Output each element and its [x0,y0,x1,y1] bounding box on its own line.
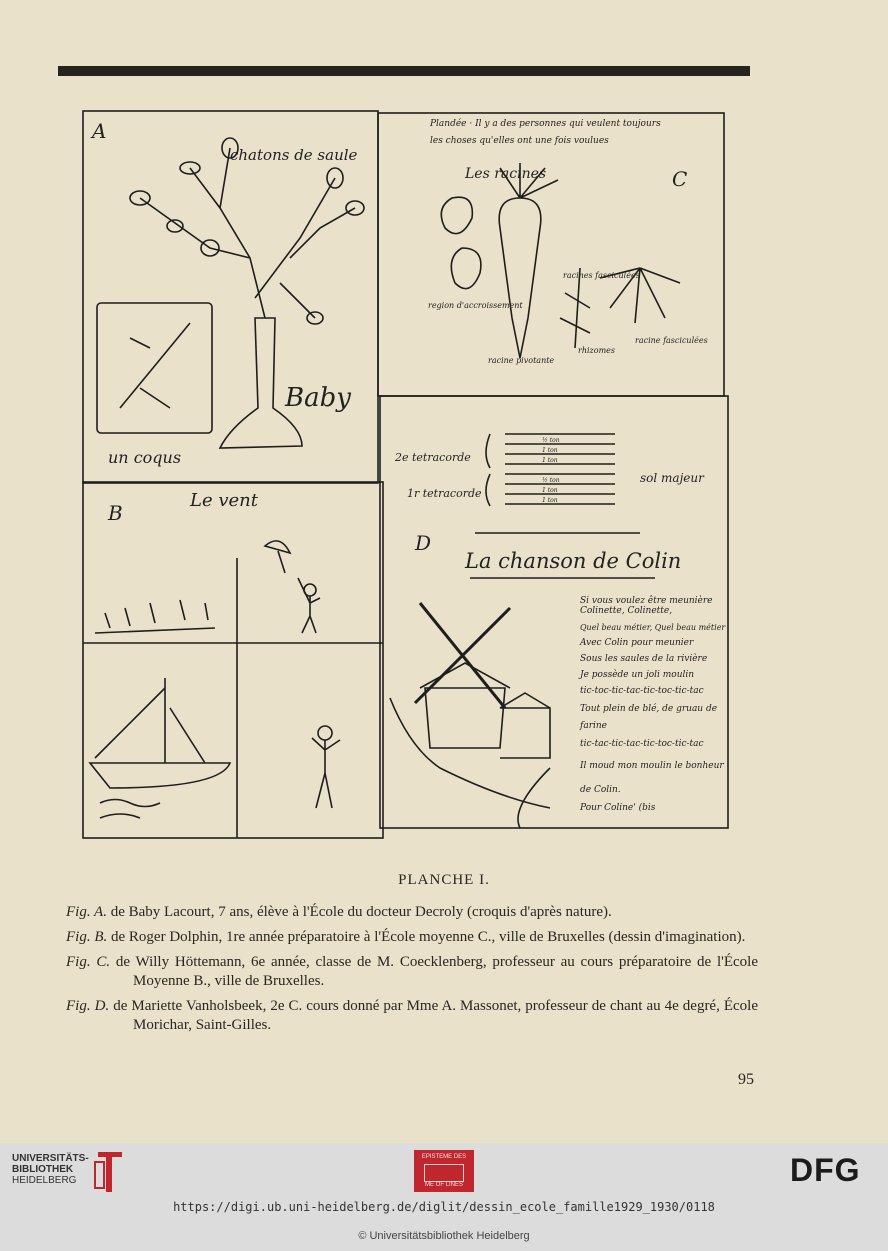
copyright-notice: © Universitätsbibliothek Heidelberg [358,1230,530,1242]
scale-label: sol majeur [640,471,704,485]
root-label-4: rhizomes [578,346,615,355]
plate-caption: PLANCHE I. [398,872,490,888]
step-labels [542,437,560,504]
step-label-3: 1 ton [542,457,558,464]
baby-label: Baby [285,383,351,413]
catkins-label: chatons de saule [230,146,358,164]
panel-c-letter: C [672,167,688,191]
figure-label: Fig. C. [66,954,111,970]
panel-a-frame [83,111,378,483]
song-line-4: Avec Colin pour meunier [580,638,694,648]
library-logo-text[interactable] [12,1153,89,1186]
tetrachord-1: 1r tetracorde [407,487,482,500]
figure-legends [66,903,758,1041]
library-line-1: UNIVERSITÄTS- [12,1153,89,1164]
hat-figure-head [318,726,332,740]
root-label-1: racines fasciculées [563,271,640,280]
plate-drawing [80,108,732,840]
song-line-2: Colinette, Colinette, [580,606,673,616]
panel-c-header-2: les choses qu'elles ont une fois voulues [430,136,609,146]
willow-branches [140,148,355,318]
song-line-7: tic-toc-tic-tac-tic-toc-tic-tac [580,686,704,696]
panel-c-frame [378,113,724,396]
water-waves [100,800,160,819]
panel-b-frame [83,482,383,838]
top-rule [58,66,750,76]
figure-body [298,578,320,633]
song-line-1: Si vous voulez être meunière [580,596,713,606]
cottage [500,693,550,758]
song-line-5: Sous les saules de la rivière [580,654,708,664]
carrot-root [499,198,541,358]
windmill-body [425,688,505,748]
panel-c-header-1: Plandée · Il y a des personnes qui veulent toujours [430,119,661,129]
figure-legend-c [66,953,758,991]
figure-legend-d [66,997,758,1035]
page-number: 95 [738,1071,754,1088]
cup-drawing [97,303,212,433]
figure-label: Fig. D. [66,998,110,1014]
song-line-12: de Colin. [580,785,621,795]
windmill-sails [415,603,510,708]
library-line-3: HEIDELBERG [12,1175,77,1186]
panel-c-title: Les racines [465,166,547,182]
figure-text: de Mariette Vanholsbeek, 2e C. cours donné par Mme A. Massonet, professeur de chant au 4e degré, École Morichar, Saint-Gilles. [109,998,759,1033]
umbrella-drawing [265,541,290,573]
figure-legend-a [66,903,758,922]
panel-b-title: Le vent [190,490,258,511]
library-line-2: BIBLIOTHEK [12,1164,74,1175]
song-line-11: Il moud mon moulin le bonheur [580,761,724,771]
dfg-logo[interactable]: DFG [790,1152,861,1188]
figure-legend-b [66,928,758,947]
river-path [390,698,550,828]
figure-label: Fig. A. [66,904,107,920]
panel-b-letter: B [108,501,123,525]
tetrachord-2: 2e tetracorde [395,451,471,464]
catkins [130,138,364,324]
song-line-10: tic-tac-tic-tac-tic-toc-tic-tac [580,739,704,749]
step-label-5: 1 ton [542,487,558,494]
figure-text: de Baby Lacourt, 7 ans, élève à l'École du docteur Decroly (croquis d'après nature). [106,904,612,920]
center-logo-title: EPISTEME DES [421,1154,467,1160]
grass-flowers [95,600,215,633]
song-line-6: Je possède un joli moulin [580,670,695,680]
center-logo-emblem-icon [424,1164,464,1182]
illustration-plate [80,108,732,840]
library-logo-icon [92,1148,126,1196]
hat-figure-body [312,738,340,808]
root-label-3: racine fasciculées [635,336,708,345]
sailboat-hull [90,763,230,788]
song-line-3: Quel beau métier, Quel beau métier [580,623,726,632]
figure-label: Fig. B. [66,929,108,945]
root-label-2: racine pivotante [488,356,555,365]
panel-a-letter: A [92,119,107,143]
scale-staff [486,434,615,506]
song-line-9: farine [580,721,607,731]
region-label: region d'accroissement [428,301,523,310]
sailboat-sails [95,678,205,763]
song-line-13: Pour Coline' (bis [580,803,656,813]
figure-text: de Roger Dolphin, 1re année préparatoire à l'École moyenne C., ville de Bruxelles (dessin d'imagination). [107,929,746,945]
source-url-link[interactable]: https://digi.ub.uni-heidelberg.de/diglit/dessin_ecole_famille1929_1930/0118 [173,1200,715,1214]
seed-drawings [441,197,481,288]
center-project-logo[interactable] [414,1150,474,1192]
figure-text: de Willy Höttemann, 6e année, classe de M. Coecklenberg, professeur au cours préparatoire de l'École Moyenne B., ville de Bruxelles. [110,954,758,989]
rhizome-drawing [560,268,590,348]
step-label-1: ½ ton [542,437,560,444]
cup-decoration [120,323,190,408]
song-lyrics [578,595,726,813]
step-label-6: 1 ton [542,497,558,504]
song-line-8: Tout plein de blé, de gruau de [580,704,718,714]
panel-d-letter: D [415,531,432,555]
cup-label: un coqus [108,448,182,467]
panel-d-title: La chanson de Colin [465,549,682,573]
step-label-2: 1 ton [542,447,558,454]
center-logo-sub: ME OF LINES [424,1182,463,1188]
step-label-4: ½ ton [542,477,560,484]
